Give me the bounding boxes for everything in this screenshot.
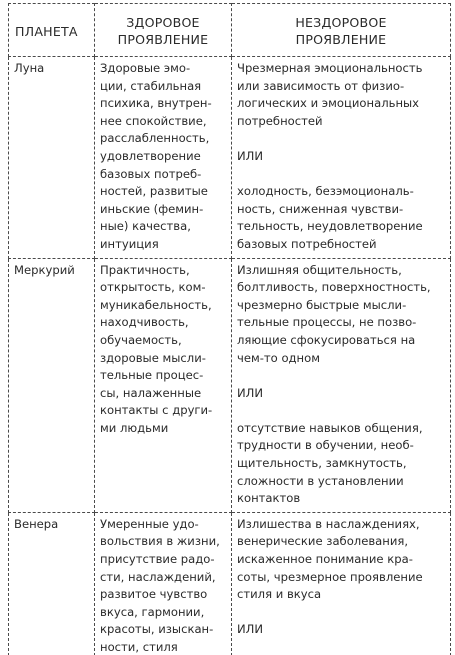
spacer <box>237 166 445 184</box>
planet-name: Луна <box>14 61 45 75</box>
unhealthy-line: стиля и вкуса <box>237 587 322 602</box>
healthy-line: открытость, ком- <box>100 280 206 295</box>
table-row <box>9 512 451 655</box>
planet-cell <box>9 512 95 655</box>
healthy-line: вкуса, гармонии, <box>100 604 205 619</box>
unhealthy-line: или зависимость от физио- <box>237 78 405 93</box>
header-healthy-line: ПРОЯВЛЕНИЕ <box>117 32 209 47</box>
healthy-line: интуиция <box>100 236 159 251</box>
or-label: ИЛИ <box>237 148 264 163</box>
healthy-line: нее спокойствие, <box>100 113 207 128</box>
healthy-line: ции, стабильная <box>100 78 202 93</box>
unhealthy-line: логических и эмоциональных <box>237 96 420 111</box>
healthy-line: психика, внутрен- <box>100 96 212 111</box>
unhealthy-line: болтливость, поверхностность, <box>237 280 431 295</box>
unhealthy-line: базовых потребностей <box>237 236 377 251</box>
healthy-line: здоровые мысли- <box>100 350 206 365</box>
unhealthy-cell <box>232 258 451 512</box>
healthy-line: развитое чувство <box>100 587 208 602</box>
header-unhealthy-line: ПРОЯВЛЕНИЕ <box>295 32 387 47</box>
healthy-line: расслабленность, <box>100 131 210 146</box>
or-label: ИЛИ <box>237 385 264 400</box>
unhealthy-line: трудности в обучении, необ- <box>237 438 414 453</box>
unhealthy-line: отсутствие навыков общения, <box>237 420 423 435</box>
healthy-cell <box>95 258 232 512</box>
healthy-line: вольствия в жизни, <box>100 534 220 549</box>
healthy-line: ности, стиля <box>100 640 178 654</box>
unhealthy-line: чрезмерно быстрые мысли- <box>237 297 407 312</box>
unhealthy-line: потребностей <box>237 113 323 128</box>
healthy-line: контакты с други- <box>100 403 213 418</box>
unhealthy-line: сложности в установлении <box>237 473 404 488</box>
unhealthy-line: тельные процессы, не позво- <box>237 315 417 330</box>
healthy-cell <box>95 57 232 259</box>
healthy-line: иньские (фемин- <box>100 201 204 216</box>
healthy-line: Практичность, <box>100 262 190 277</box>
planet-cell <box>9 258 95 512</box>
table-row <box>9 258 451 512</box>
healthy-line: ностей, развитые <box>100 184 208 199</box>
unhealthy-cell <box>232 57 451 259</box>
healthy-line: сы, налаженные <box>100 385 202 400</box>
healthy-line: Умеренные удо- <box>100 516 199 531</box>
unhealthy-line: искаженное понимание кра- <box>237 552 413 567</box>
unhealthy-line: соты, чрезмерное проявление <box>237 569 423 584</box>
spacer <box>237 604 445 622</box>
spacer <box>237 130 445 148</box>
healthy-line: муникабельность, <box>100 297 212 312</box>
unhealthy-line: чем-то одном <box>237 350 320 365</box>
planet-name: Венера <box>14 516 59 531</box>
unhealthy-line: тельность, неудовлетворение <box>237 219 423 234</box>
healthy-line: находчивость, <box>100 315 189 330</box>
unhealthy-line: Чрезмерная эмоциональность <box>237 61 423 75</box>
unhealthy-line: холодность, безэмоциональ- <box>237 184 414 199</box>
healthy-cell <box>95 512 232 655</box>
healthy-line: обучаемость, <box>100 332 182 347</box>
unhealthy-line: Излишняя общительность, <box>237 262 402 277</box>
header-healthy-line: ЗДОРОВОЕ <box>126 15 200 30</box>
unhealthy-line: ность, сниженная чувстви- <box>237 201 404 216</box>
unhealthy-line: контактов <box>237 491 301 506</box>
spacer <box>237 367 445 385</box>
header-row <box>9 4 451 57</box>
healthy-line: удовлетворение <box>100 148 201 163</box>
header-unhealthy-line: НЕЗДОРОВОЕ <box>295 15 387 30</box>
table-row <box>9 57 451 259</box>
unhealthy-line: Излишества в наслаждениях, <box>237 516 420 531</box>
healthy-line: ные) качества, <box>100 219 191 234</box>
healthy-line: тельные процес- <box>100 368 204 383</box>
planet-name: Меркурий <box>14 262 75 277</box>
or-label: ИЛИ <box>237 622 264 637</box>
unhealthy-line: щительность, замкнутость, <box>237 456 407 471</box>
header-healthy <box>95 4 232 57</box>
healthy-line: сти, наслаждений, <box>100 569 216 584</box>
unhealthy-line: венерические заболевания, <box>237 534 409 549</box>
header-planet <box>9 4 95 57</box>
unhealthy-cell <box>232 512 451 655</box>
header-planet-label: ПЛАНЕТА <box>15 23 78 39</box>
header-unhealthy <box>232 4 451 57</box>
planet-cell <box>9 57 95 259</box>
healthy-line: ми людьми <box>100 420 169 435</box>
spacer <box>237 402 445 420</box>
healthy-line: Здоровые эмо- <box>100 61 191 75</box>
planets-table <box>8 3 451 655</box>
healthy-line: базовых потреб- <box>100 166 202 181</box>
healthy-line: присутствие радо- <box>100 552 215 567</box>
unhealthy-line: ляющие сфокусироваться на <box>237 332 416 347</box>
healthy-line: красоты, изыскан- <box>100 622 214 637</box>
